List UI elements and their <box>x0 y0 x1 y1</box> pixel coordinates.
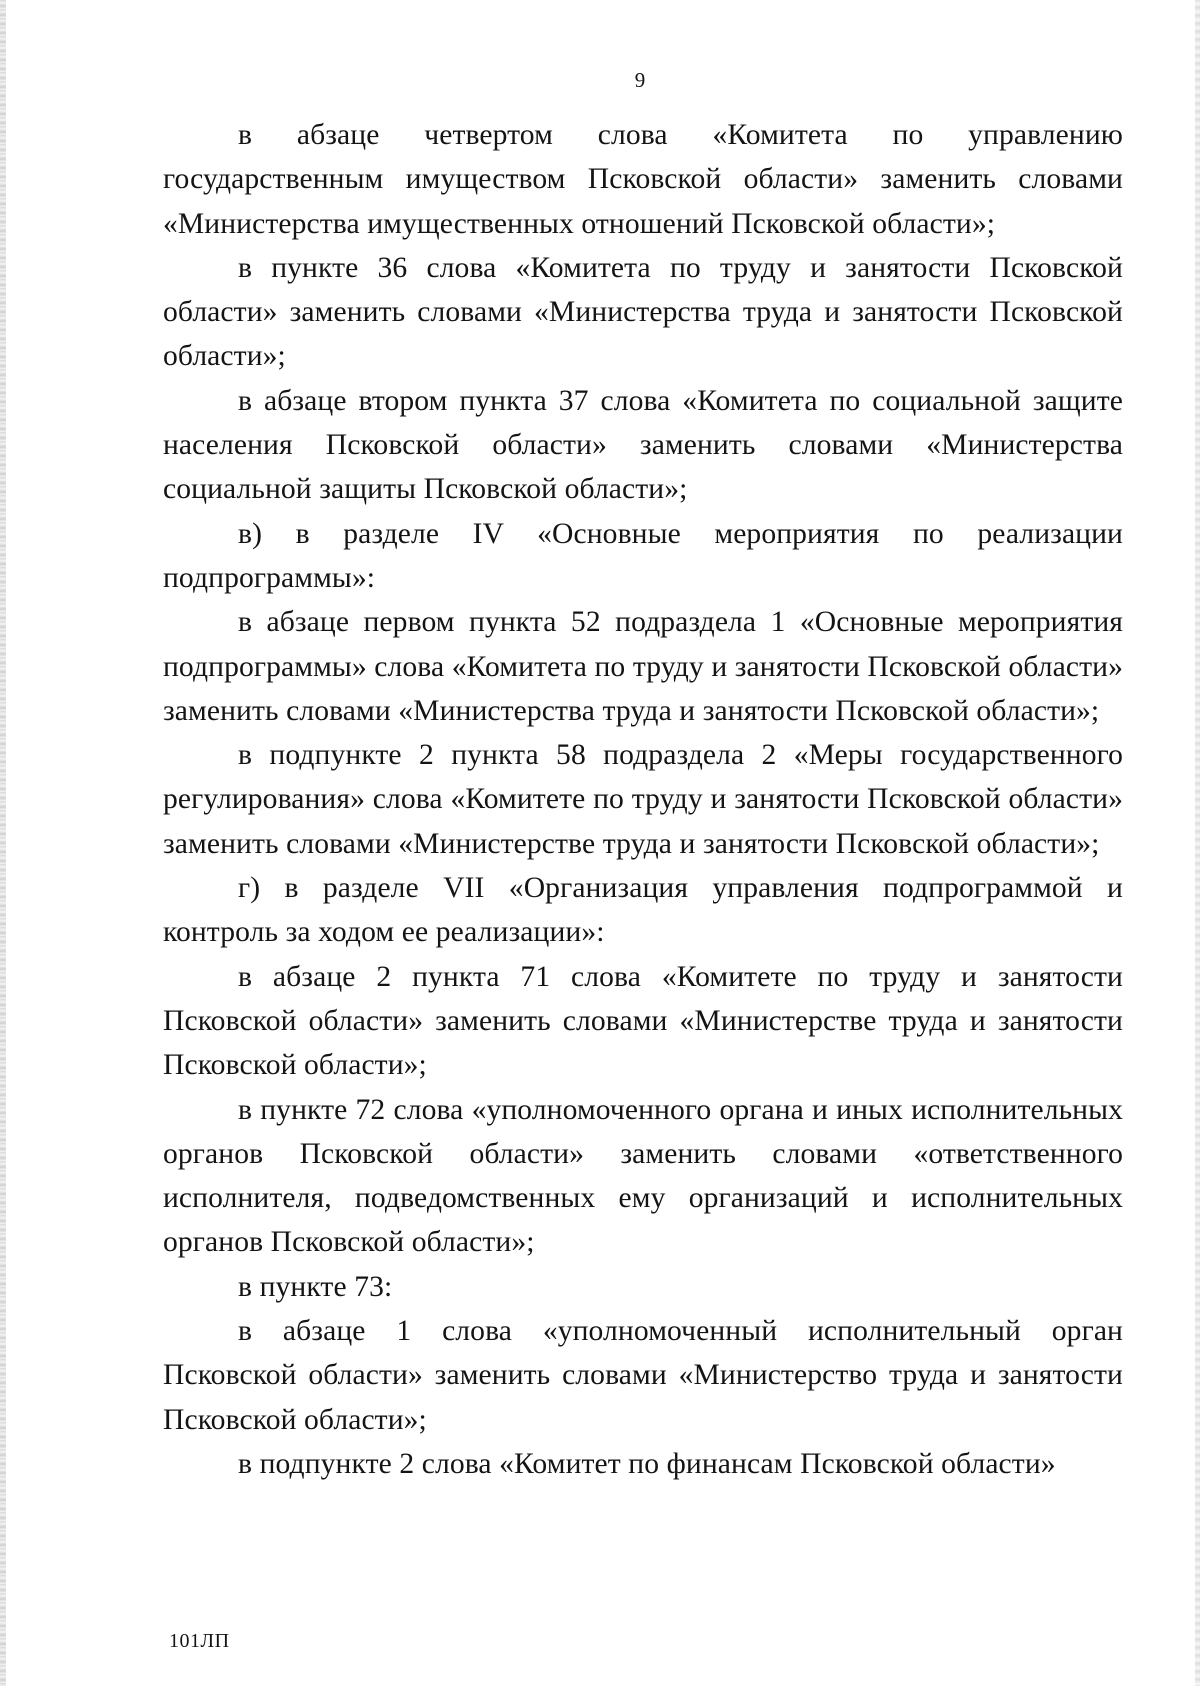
paragraph-12: в подпункте 2 слова «Комитет по финансам Псковской области» <box>238 1447 1056 1480</box>
paragraph-11: в абзаце 1 слова «уполномоченный исполнительный орган Псковской области» заменить словами «Министерство труда и занятости Псковской области»; <box>163 1315 1123 1436</box>
page-number: 9 <box>634 68 646 92</box>
paragraph-2: в пункте 36 слова «Комитета по труду и занятости Псковской области» заменить словами «Министерства труда и занятости Псковской области»; <box>163 251 1123 373</box>
paragraph-1: в абзаце четвертом слова «Комитета по управлению государственным имуществом Псковской области» заменить словами «Министерства имущественных отношений Псковской области»; <box>163 119 1123 240</box>
scan-edge-right <box>1195 0 1200 1686</box>
paragraph-7: г) в разделе VII «Организация управления подпрограммой и контроль за ходом ее реализации»: <box>163 872 1123 949</box>
paragraph-6: в подпункте 2 пункта 58 подраздела 2 «Меры государственного регулирования» слова «Комитете по труду и занятости Псковской области» заменить словами «Министерстве труда и занятости Псковской области»; <box>163 739 1123 860</box>
document-body <box>163 113 1123 1486</box>
paragraph-5: в абзаце первом пункта 52 подраздела 1 «Основные мероприятия подпрограммы» слова «Комитета по труду и занятости Псковской области» заменить словами «Министерства труда и занятости Псковской области»; <box>163 606 1123 727</box>
paragraph-8: в абзаце 2 пункта 71 слова «Комитете по труду и занятости Псковской области» заменить словами «Министерстве труда и занятости Псковской области»; <box>163 960 1123 1082</box>
paragraph-9: в пункте 72 слова «уполномоченного органа и иных исполнительных органов Псковской области» заменить словами «ответственного исполнителя, подведомственных ему организаций и исполнительных органов Псковской области»; <box>163 1093 1123 1259</box>
footer-document-code: 101ЛП <box>169 1630 230 1652</box>
paragraph-3: в абзаце втором пункта 37 слова «Комитета по социальной защите населения Псковской области» заменить словами «Министерства социальной защиты Псковской области»; <box>163 384 1123 506</box>
scan-edge-left <box>0 0 6 1686</box>
paragraph-4: в) в разделе IV «Основные мероприятия по реализации подпрограммы»: <box>163 517 1123 594</box>
paragraph-10: в пункте 73: <box>238 1270 393 1303</box>
